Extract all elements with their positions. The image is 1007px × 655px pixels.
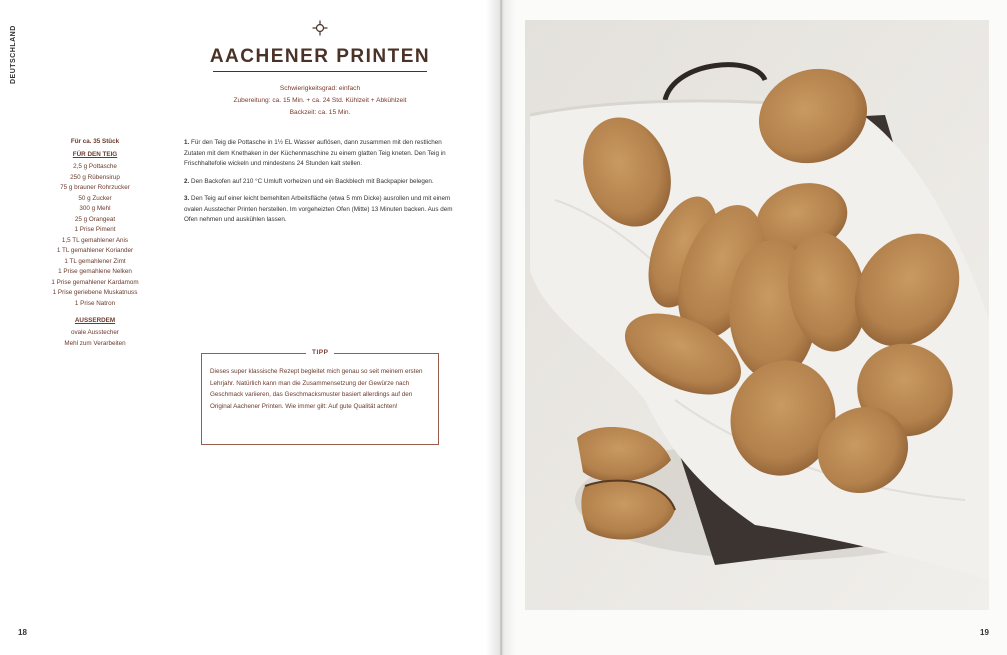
country-label	[10, 22, 22, 92]
dough-heading: FÜR DEN TEIG	[72, 151, 118, 158]
step-2: 2. Den Backofen auf 210 °C Umluft vorheizen und ein Backblech mit Backpapier belegen.	[184, 177, 434, 185]
ingredient-item: 1 TL gemahlener Zimt	[64, 257, 126, 265]
ingredient-item: 25 g Orangeat	[74, 215, 116, 223]
ingredients-list	[22, 138, 168, 349]
country-text: DEUTSCHLAND	[10, 25, 17, 84]
tip-text: Dieses super klassische Rezept begleitet mich genau so seit meinem ersten Lehrjahr. Natürlich kann man die Zusammensetzung der Gewürze nach Geschmack variieren, das Geschmacksmuster basiert allerdings auf den Original Aachener Printen. Wie immer gilt: Auf gute Qualität achten!	[210, 368, 423, 410]
extra-item: ovale Ausstecher	[71, 329, 119, 336]
extra-item: Mehl zum Verarbeiten	[64, 339, 126, 347]
ingredient-item: 2,5 g Pottasche	[73, 163, 117, 170]
ingredient-item: 1 Prise gemahlener Kardamom	[51, 278, 139, 286]
ingredient-item: 1,5 TL gemahlener Anis	[61, 236, 129, 244]
extras-heading: AUSSERDEM	[74, 317, 116, 324]
printen-photo	[525, 20, 989, 610]
ingredient-item: 1 Prise Piment	[74, 226, 116, 233]
ingredient-item: 250 g Rübensirup	[70, 173, 120, 181]
prep-time-text: Zubereitung: ca. 15 Min. + ca. 24 Std. Kühlzeit + Abkühlzeit	[233, 97, 407, 104]
tip-label: TIPP	[306, 349, 334, 356]
title-underline	[213, 71, 427, 72]
bake-time-text: Backzeit: ca. 15 Min.	[289, 109, 351, 116]
tip-box	[201, 349, 439, 445]
book-gutter	[486, 0, 516, 655]
ingredient-item: 1 Prise geriebene Muskatnuss	[52, 289, 138, 296]
ingredient-item: 1 TL gemahlener Koriander	[56, 247, 134, 254]
ingredient-item: 300 g Mehl	[79, 205, 111, 212]
ingredient-item: 50 g Zucker	[78, 194, 112, 202]
ingredient-item: 75 g brauner Rohrzucker	[60, 184, 130, 191]
left-page	[0, 0, 500, 655]
ingredient-item: 1 Prise gemahlene Nelken	[58, 268, 132, 275]
method-steps	[184, 138, 456, 233]
recipe-title: AACHENER PRINTEN	[209, 46, 431, 67]
step-3: 3. Den Teig auf einer leicht bemehlten Arbeitsfläche (etwa 5 mm Dicke) ausrollen und mit einem ovalen Ausstecher Printen herstellen. Im vorgeheizten Ofen (Mitte) 13 Minuten backen. Aus dem Ofen nehmen und auskühlen lassen.	[184, 195, 453, 223]
step-1: 1. Für den Teig die Pottasche in 1½ EL Wasser auflösen, dann zusammen mit den restlichen Zutaten mit dem Knethaken in der Küchenmaschine zu einem glatten Teig kneten. Den Teig in Frischhaltefolie wickeln und mindestens 24 Stunden kalt stellen.	[184, 139, 446, 167]
ingredient-item: 1 Prise Natron	[74, 299, 116, 307]
servings-text: Für ca. 35 Stück	[70, 138, 120, 145]
difficulty-text: Schwierigkeitsgrad: einfach	[279, 85, 361, 92]
page-number-left: 18	[18, 628, 27, 637]
page-number-right: 19	[980, 628, 989, 637]
compass-ornament-icon	[312, 20, 328, 36]
